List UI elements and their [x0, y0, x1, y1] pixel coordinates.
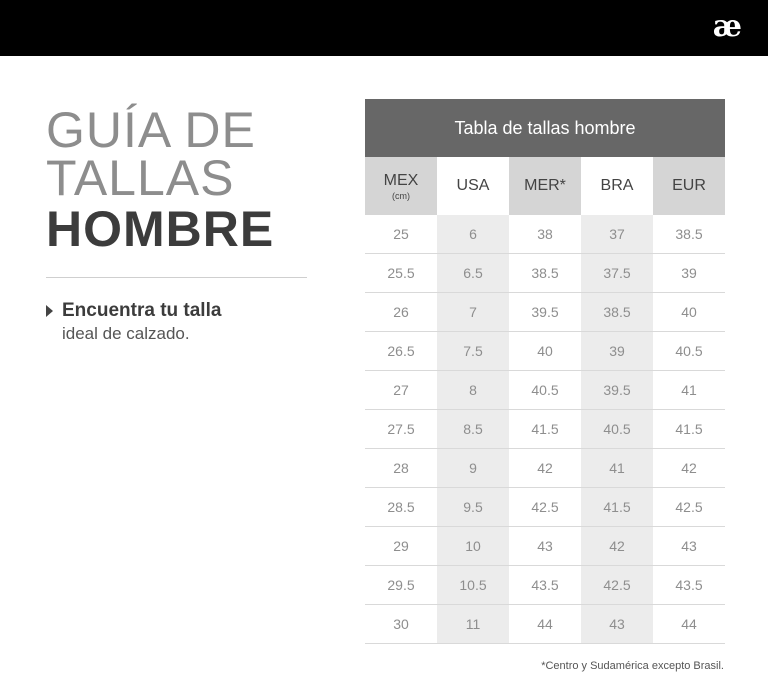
title-line-1: GUÍA DE — [46, 102, 256, 158]
table-cell: 43 — [653, 527, 725, 566]
table-body — [365, 215, 725, 644]
divider — [46, 277, 307, 278]
table-cell: 38 — [509, 215, 581, 254]
table-cell: 43.5 — [653, 566, 725, 605]
table-cell: 40 — [509, 332, 581, 371]
table-row — [365, 605, 725, 644]
table-cell: 25.5 — [365, 254, 437, 293]
header-label: EUR — [672, 177, 706, 194]
table-cell: 42.5 — [581, 566, 653, 605]
table-cell: 27.5 — [365, 410, 437, 449]
table-cell: 26 — [365, 293, 437, 332]
table-cell: 8.5 — [437, 410, 509, 449]
tagline-bold: Encuentra tu talla — [62, 300, 222, 321]
table-row — [365, 254, 725, 293]
table-cell: 6.5 — [437, 254, 509, 293]
header-mer — [509, 157, 581, 215]
header-bra — [581, 157, 653, 215]
title-line-3: HOMBRE — [46, 201, 275, 257]
header-label: USA — [456, 177, 490, 194]
table-cell: 28.5 — [365, 488, 437, 527]
table-cell: 10.5 — [437, 566, 509, 605]
table-cell: 6 — [437, 215, 509, 254]
page-title — [46, 102, 275, 257]
table-cell: 44 — [653, 605, 725, 644]
table-cell: 42 — [509, 449, 581, 488]
table-cell: 39 — [653, 254, 725, 293]
header-label: BRA — [600, 177, 634, 194]
table-header-row — [365, 157, 725, 215]
table-row — [365, 215, 725, 254]
table-cell: 40.5 — [581, 410, 653, 449]
table-row — [365, 293, 725, 332]
table-cell: 25 — [365, 215, 437, 254]
table-title: Tabla de tallas hombre — [365, 99, 725, 157]
table-cell: 40.5 — [509, 371, 581, 410]
table-cell: 38.5 — [581, 293, 653, 332]
table-cell: 41.5 — [653, 410, 725, 449]
table-cell: 7 — [437, 293, 509, 332]
table-row — [365, 527, 725, 566]
table-row — [365, 488, 725, 527]
table-cell: 8 — [437, 371, 509, 410]
brand-logo: æ — [712, 9, 740, 44]
table-cell: 41 — [653, 371, 725, 410]
table-cell: 10 — [437, 527, 509, 566]
header-usa — [437, 157, 509, 215]
table-cell: 41.5 — [581, 488, 653, 527]
table-cell: 40 — [653, 293, 725, 332]
table-cell: 37 — [581, 215, 653, 254]
caret-right-icon — [46, 305, 53, 317]
table-cell: 30 — [365, 605, 437, 644]
table-row — [365, 410, 725, 449]
table-cell: 39.5 — [581, 371, 653, 410]
table-cell: 41 — [581, 449, 653, 488]
title-line-2: TALLAS — [46, 150, 235, 206]
table-cell: 27 — [365, 371, 437, 410]
table-cell: 42 — [653, 449, 725, 488]
table-row — [365, 566, 725, 605]
table-cell: 42 — [581, 527, 653, 566]
table-cell: 39 — [581, 332, 653, 371]
table-cell: 44 — [509, 605, 581, 644]
table-row — [365, 371, 725, 410]
table-cell: 11 — [437, 605, 509, 644]
table-cell: 43.5 — [509, 566, 581, 605]
table-cell: 38.5 — [509, 254, 581, 293]
table-cell: 41.5 — [509, 410, 581, 449]
top-bar — [0, 0, 768, 56]
table-cell: 43 — [581, 605, 653, 644]
table-cell: 7.5 — [437, 332, 509, 371]
table-cell: 40.5 — [653, 332, 725, 371]
table-cell: 9 — [437, 449, 509, 488]
table-cell: 9.5 — [437, 488, 509, 527]
table-cell: 39.5 — [509, 293, 581, 332]
table-cell: 37.5 — [581, 254, 653, 293]
table-cell: 42.5 — [509, 488, 581, 527]
table-cell: 26.5 — [365, 332, 437, 371]
footnote: *Centro y Sudamérica excepto Brasil. — [541, 660, 724, 672]
table-cell: 28 — [365, 449, 437, 488]
table-cell: 38.5 — [653, 215, 725, 254]
size-table — [365, 99, 725, 644]
table-row — [365, 449, 725, 488]
table-row — [365, 332, 725, 371]
table-cell: 42.5 — [653, 488, 725, 527]
table-cell: 29.5 — [365, 566, 437, 605]
header-label: MER* — [524, 177, 566, 194]
header-eur — [653, 157, 725, 215]
header-unit: (cm) — [392, 190, 410, 201]
tagline-rest: ideal de calzado. — [62, 324, 190, 343]
table-cell: 43 — [509, 527, 581, 566]
header-label: MEX — [383, 171, 419, 189]
table-cell: 29 — [365, 527, 437, 566]
header-mex — [365, 157, 437, 215]
